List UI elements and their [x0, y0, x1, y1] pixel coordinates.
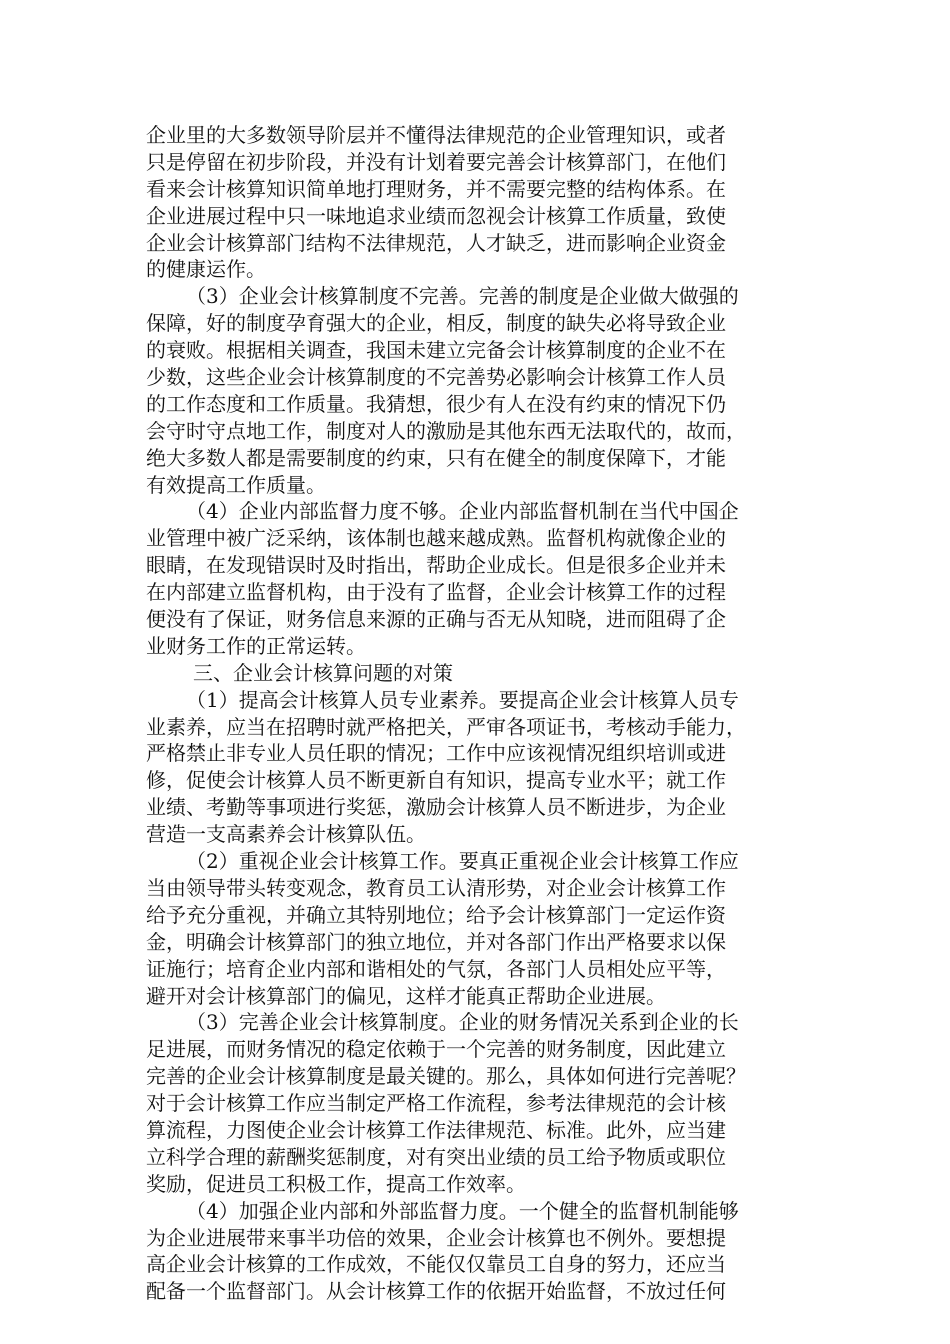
text-line: 给予充分重视，并确立其特别地位；给予会计核算部门一定运作资: [146, 902, 726, 927]
text-line: 绝大多数人都是需要制度的约束，只有在健全的制度保障下，才能: [146, 445, 726, 470]
text-line: 的健康运作。: [146, 257, 266, 282]
text-line: 为企业进展带来事半功倍的效果，企业会计核算也不例外。要想提: [146, 1225, 726, 1250]
text-line: 算流程，力图使企业会计核算工作法律规范、标准。此外，应当建: [146, 1117, 726, 1142]
paragraph-measure-1: [146, 687, 808, 848]
text-line: 业素养，应当在招聘时就严格把关，严审各项证书，考核动手能力，: [146, 714, 746, 739]
text-line: 企业进展过程中只一味地追求业绩而忽视会计核算工作质量，致使: [146, 203, 726, 228]
paragraph-measure-3: [146, 1009, 808, 1197]
text-line-first: （4）企业内部监督力度不够。企业内部监督机制在当代中国企: [186, 499, 739, 524]
text-line: 的衰败。根据相关调查，我国未建立完备会计核算制度的企业不在: [146, 338, 726, 363]
text-line: 金，明确会计核算部门的独立地位，并对各部门作出严格要求以保: [146, 929, 726, 954]
text-line: 高企业会计核算的工作成效，不能仅仅靠员工自身的努力，还应当: [146, 1252, 726, 1277]
text-line: 对于会计核算工作应当制定严格工作流程，参考法律规范的会计核: [146, 1091, 726, 1116]
text-line: 保障，好的制度孕育强大的企业，相反，制度的缺失必将导致企业: [146, 311, 726, 336]
text-line: 营造一支高素养会计核算队伍。: [146, 822, 426, 847]
text-line: 便没有了保证，财务信息来源的正确与否无从知晓，进而阻碍了企: [146, 607, 726, 632]
text-line: 在内部建立监督机构，由于没有了监督，企业会计核算工作的过程: [146, 580, 726, 605]
text-line: 避开对会计核算部门的偏见，这样才能真正帮助企业进展。: [146, 983, 666, 1008]
text-line: 当由领导带头转变观念，教育员工认清形势，对企业会计核算工作: [146, 875, 726, 900]
text-line: 企业会计核算部门结构不法律规范，人才缺乏，进而影响企业资金: [146, 230, 726, 255]
text-line-first: （3）企业会计核算制度不完善。完善的制度是企业做大做强的: [186, 284, 739, 309]
text-line: 少数，这些企业会计核算制度的不完善势必影响会计核算工作人员: [146, 365, 726, 390]
body-text: [146, 122, 808, 1305]
text-line: 的工作态度和工作质量。我猜想，很少有人在没有约束的情况下仍: [146, 391, 726, 416]
text-line: 修，促使会计核算人员不断更新自有知识，提高专业水平；就工作: [146, 768, 726, 793]
text-line: 奖励，促进员工积极工作，提高工作效率。: [146, 1171, 526, 1196]
text-line-first: （2）重视企业会计核算工作。要真正重视企业会计核算工作应: [186, 849, 739, 874]
section-heading: [146, 660, 808, 687]
text-line: 严格禁止非专业人员任职的情况；工作中应该视情况组织培训或进: [146, 741, 726, 766]
text-line: 眼睛，在发现错误时及时指出，帮助企业成长。但是很多企业并未: [146, 553, 726, 578]
text-line: 业财务工作的正常运转。: [146, 633, 366, 658]
paragraph-intro-continuation: [146, 122, 808, 283]
text-line: 会守时守点地工作，制度对人的激励是其他东西无法取代的，故而，: [146, 418, 746, 443]
text-line-first: （4）加强企业内部和外部监督力度。一个健全的监督机制能够: [186, 1198, 739, 1223]
text-line: 证施行；培育企业内部和谐相处的气氛，各部门人员相处应平等，: [146, 956, 726, 981]
text-line: 有效提高工作质量。: [146, 472, 326, 497]
text-line: 业绩、考勤等事项进行奖惩，激励会计核算人员不断进步，为企业: [146, 795, 726, 820]
text-line-first: （1）提高会计核算人员专业素养。要提高企业会计核算人员专: [186, 687, 739, 712]
section-3-heading: 三、企业会计核算问题的对策: [193, 660, 453, 685]
paragraph-problem-3: [146, 283, 808, 498]
text-line: 完善的企业会计核算制度是最关键的。那么，具体如何进行完善呢？: [146, 1064, 746, 1089]
text-line: 企业里的大多数领导阶层并不懂得法律规范的企业管理知识，或者: [146, 123, 726, 147]
paragraph-measure-4: [146, 1198, 808, 1306]
text-line: 看来会计核算知识简单地打理财务，并不需要完整的结构体系。在: [146, 176, 726, 201]
text-line: 立科学合理的薪酬奖惩制度，对有突出业绩的员工给予物质或职位: [146, 1144, 726, 1169]
paragraph-measure-2: [146, 848, 808, 1009]
text-line: 业管理中被广泛采纳，该体制也越来越成熟。监督机构就像企业的: [146, 526, 726, 551]
paragraph-problem-4: [146, 498, 808, 659]
text-line-first: （3）完善企业会计核算制度。企业的财务情况关系到企业的长: [186, 1010, 739, 1035]
text-line: 足进展，而财务情况的稳定依赖于一个完善的财务制度，因此建立: [146, 1037, 726, 1062]
text-line: 配备一个监督部门。从会计核算工作的依据开始监督，不放过任何: [146, 1279, 726, 1304]
text-line: 只是停留在初步阶段，并没有计划着要完善会计核算部门，在他们: [146, 149, 726, 174]
